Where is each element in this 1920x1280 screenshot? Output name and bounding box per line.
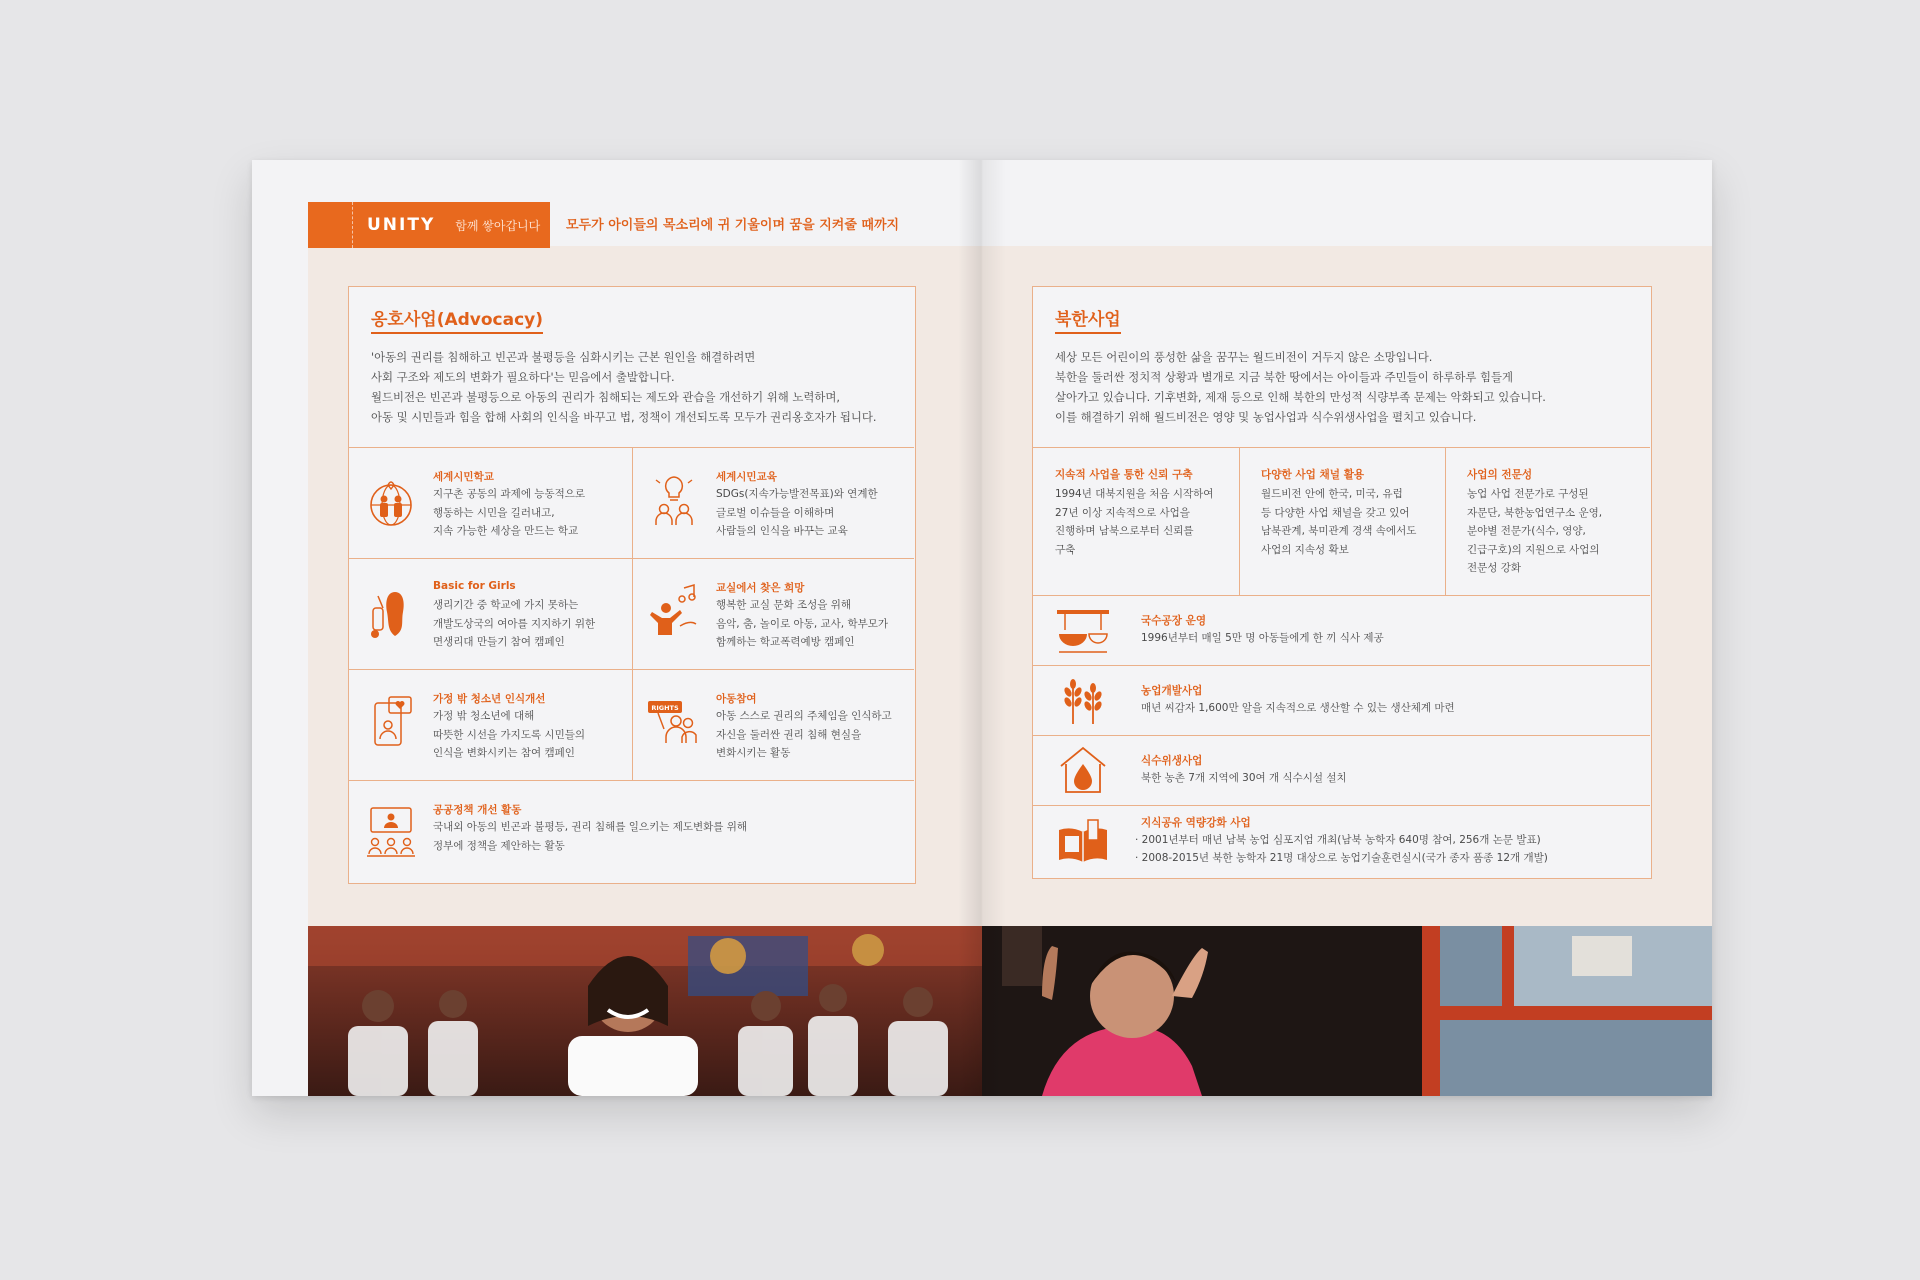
feature-title: 지속적 사업을 통한 신뢰 구축 bbox=[1055, 469, 1193, 481]
header-tagline: 모두가 아이들의 목소리에 귀 기울이며 꿈을 지켜줄 때까지 bbox=[566, 218, 900, 233]
feature-title: 다양한 사업 채널 활용 bbox=[1261, 469, 1365, 481]
project-row bbox=[1033, 595, 1653, 665]
program-line: 행복한 교실 문화 조성을 위해 bbox=[716, 599, 852, 611]
program-body bbox=[433, 818, 893, 855]
intro-line: 세상 모든 어린이의 풍성한 삶을 꿈꾸는 월드비전이 거두지 않은 소망입니다. bbox=[1055, 350, 1433, 364]
feature-line: 구축 bbox=[1055, 543, 1076, 556]
program-body bbox=[433, 485, 623, 541]
project-body bbox=[1135, 831, 1645, 867]
rights-sign-icon bbox=[646, 695, 702, 751]
program-title: Basic for Girls bbox=[433, 580, 516, 592]
feature-line: 월드비전 안에 한국, 미국, 유럽 bbox=[1261, 488, 1403, 500]
rights-badge-text: RIGHTS bbox=[651, 704, 679, 712]
feature-line: 1994년 대북지원을 처음 시작하여 bbox=[1055, 488, 1214, 500]
project-title: 농업개발사업 bbox=[1141, 685, 1203, 697]
lightbulb-people-icon bbox=[646, 471, 702, 527]
right-page bbox=[982, 160, 1712, 1096]
intro-line: 아동 및 시민들과 힘을 합해 사회의 인식을 바꾸고 법, 정책이 개선되도록 모두가 권리옹호자가 됩니다. bbox=[371, 410, 877, 424]
program-line: 아동 스스로 권리의 주체임을 인식하고 bbox=[716, 710, 892, 722]
program-cell bbox=[632, 558, 915, 669]
left-page bbox=[252, 160, 982, 1096]
program-body bbox=[716, 707, 906, 763]
program-title: 아동참여 bbox=[716, 693, 757, 705]
program-title: 세계시민학교 bbox=[433, 471, 494, 483]
waving-children-photo bbox=[982, 926, 1712, 1096]
project-line: 북한 농촌 7개 지역에 30여 개 식수시설 설치 bbox=[1141, 772, 1347, 784]
program-cell bbox=[349, 447, 632, 558]
program-line: 인식을 변화시키는 참여 캠페인 bbox=[433, 747, 575, 759]
feature-column bbox=[1239, 447, 1439, 595]
project-line: · 2008-2015년 북한 농학자 21명 대상으로 농업기술훈련실시(국가 종자 품종 12개 개발) bbox=[1135, 852, 1548, 864]
sanitary-pad-icon bbox=[363, 586, 419, 642]
program-line: 지속 가능한 세상을 만드는 학교 bbox=[433, 525, 579, 537]
program-line: 가정 밖 청소년에 대해 bbox=[433, 710, 535, 722]
feature-body bbox=[1467, 485, 1637, 578]
program-body bbox=[433, 707, 623, 763]
feature-body bbox=[1055, 485, 1225, 559]
house-water-drop-icon bbox=[1055, 744, 1111, 796]
program-line: 자신을 둘러싼 권리 침해 현실을 bbox=[716, 728, 862, 741]
feature-line: 진행하며 남북으로부터 신뢰를 bbox=[1055, 525, 1194, 537]
unity-subtitle: 함께 쌓아갑니다 bbox=[455, 218, 541, 233]
program-cell bbox=[632, 669, 915, 780]
globe-people-icon bbox=[363, 473, 419, 529]
program-title: 공공정책 개선 활동 bbox=[433, 804, 522, 816]
project-title: 국수공장 운영 bbox=[1141, 615, 1207, 627]
program-cell bbox=[632, 447, 915, 558]
program-body bbox=[716, 485, 906, 541]
program-cell bbox=[349, 669, 632, 780]
feature-line: 긴급구호)의 지원으로 사업의 bbox=[1467, 543, 1600, 556]
intro-line: 월드비전은 빈곤과 불평등으로 아동의 권리가 침해되는 제도와 관습을 개선하기 위해 노력하며, bbox=[371, 390, 840, 404]
feature-line: 사업의 지속성 확보 bbox=[1261, 543, 1349, 556]
unity-tab bbox=[308, 202, 356, 248]
advocacy-box bbox=[348, 286, 916, 884]
noodle-bowl-icon bbox=[1055, 604, 1111, 656]
project-line: 1996년부터 매일 5만 명 아동들에게 한 끼 식사 제공 bbox=[1141, 632, 1384, 644]
north-korea-box bbox=[1032, 286, 1652, 879]
intro-line: 이를 해결하기 위해 월드비전은 영양 및 농업사업과 식수위생사업을 펼치고 있습니다. bbox=[1055, 410, 1477, 424]
program-cell bbox=[349, 780, 915, 884]
program-title: 가정 밖 청소년 인식개선 bbox=[433, 693, 546, 705]
section-title: 옹호사업(Advocacy) bbox=[371, 305, 543, 334]
program-cell bbox=[349, 558, 632, 669]
program-line: SDGs(지속가능발전목표)와 연계한 bbox=[716, 488, 878, 500]
brochure-spread bbox=[252, 160, 1712, 1096]
program-line: 변화시키는 활동 bbox=[716, 747, 791, 759]
project-line: · 2001년부터 매년 남북 농업 심포지엄 개최(남북 농학자 640명 참여, 256개 논문 발표) bbox=[1135, 834, 1541, 846]
feature-title: 사업의 전문성 bbox=[1467, 469, 1533, 481]
wheat-icon bbox=[1055, 674, 1111, 726]
unity-label: UNITY bbox=[367, 215, 436, 235]
intro-line: 살아가고 있습니다. 기후변화, 제재 등으로 인해 북한의 만성적 식량부족 문제는 악화되고 있습니다. bbox=[1055, 390, 1546, 404]
program-title: 세계시민교육 bbox=[716, 471, 777, 483]
program-title: 교실에서 찾은 희망 bbox=[716, 582, 805, 594]
project-body bbox=[1141, 699, 1641, 717]
program-line: 개발도상국의 여아를 지지하기 위한 bbox=[433, 617, 596, 630]
program-body bbox=[716, 596, 906, 652]
project-line: 매년 씨감자 1,600만 알을 지속적으로 생산할 수 있는 생산체계 마련 bbox=[1141, 702, 1455, 714]
intro-line: 북한을 둘러싼 정치적 상황과 별개로 지금 북한 땅에서는 아이들과 주민들이 하루하루 힘들게 bbox=[1055, 370, 1513, 384]
project-body bbox=[1141, 629, 1641, 647]
program-line: 사람들의 인식을 바꾸는 교육 bbox=[716, 525, 848, 537]
feature-column bbox=[1033, 447, 1233, 595]
feature-line: 27년 이상 지속적으로 사업을 bbox=[1055, 506, 1190, 519]
open-book-icon bbox=[1055, 816, 1111, 868]
program-line: 면생리대 만들기 참여 캠페인 bbox=[433, 636, 565, 648]
phone-heart-icon bbox=[363, 693, 419, 749]
intro-text bbox=[371, 347, 901, 427]
program-line: 따뜻한 시선을 가지도록 시민들의 bbox=[433, 728, 586, 741]
section-title: 북한사업 bbox=[1055, 305, 1121, 334]
project-row bbox=[1033, 805, 1653, 879]
project-title: 식수위생사업 bbox=[1141, 755, 1203, 767]
feature-line: 전문성 강화 bbox=[1467, 562, 1522, 574]
intro-line: '아동의 권리를 침해하고 빈곤과 불평등을 심화시키는 근본 원인을 해결하려면 bbox=[371, 350, 756, 364]
program-line: 지구촌 공동의 과제에 능동적으로 bbox=[433, 488, 586, 500]
program-line: 정부에 정책을 제안하는 활동 bbox=[433, 839, 565, 852]
feature-line: 농업 사업 전문가로 구성된 bbox=[1467, 488, 1589, 500]
unity-header bbox=[352, 202, 550, 248]
program-line: 음악, 춤, 놀이로 아동, 교사, 학부모가 bbox=[716, 617, 889, 630]
music-child-icon bbox=[646, 582, 702, 638]
classroom-photo bbox=[308, 926, 982, 1096]
feature-column bbox=[1445, 447, 1645, 595]
feature-line: 분야별 전문가(식수, 영양, bbox=[1467, 525, 1586, 537]
project-title: 지식공유 역량강화 사업 bbox=[1141, 817, 1251, 829]
program-line: 행동하는 시민을 길러내고, bbox=[433, 506, 555, 519]
presentation-audience-icon bbox=[363, 804, 419, 860]
program-body bbox=[433, 596, 623, 652]
project-row bbox=[1033, 735, 1653, 805]
feature-line: 자문단, 북한농업연구소 운영, bbox=[1467, 506, 1603, 519]
program-line: 국내외 아동의 빈곤과 불평등, 권리 침해를 일으키는 제도변화를 위해 bbox=[433, 821, 748, 833]
intro-text bbox=[1055, 347, 1640, 427]
feature-body bbox=[1261, 485, 1431, 559]
feature-line: 남북관계, 북미관계 경색 속에서도 bbox=[1261, 525, 1417, 537]
program-line: 생리기간 중 학교에 가지 못하는 bbox=[433, 599, 579, 611]
project-row bbox=[1033, 665, 1653, 735]
program-line: 글로벌 이슈들을 이해하며 bbox=[716, 506, 835, 519]
intro-line: 사회 구조와 제도의 변화가 필요하다'는 믿음에서 출발합니다. bbox=[371, 370, 675, 384]
feature-line: 등 다양한 사업 채널을 갖고 있어 bbox=[1261, 506, 1410, 519]
project-body bbox=[1141, 769, 1641, 787]
program-line: 함께하는 학교폭력예방 캠페인 bbox=[716, 636, 855, 648]
